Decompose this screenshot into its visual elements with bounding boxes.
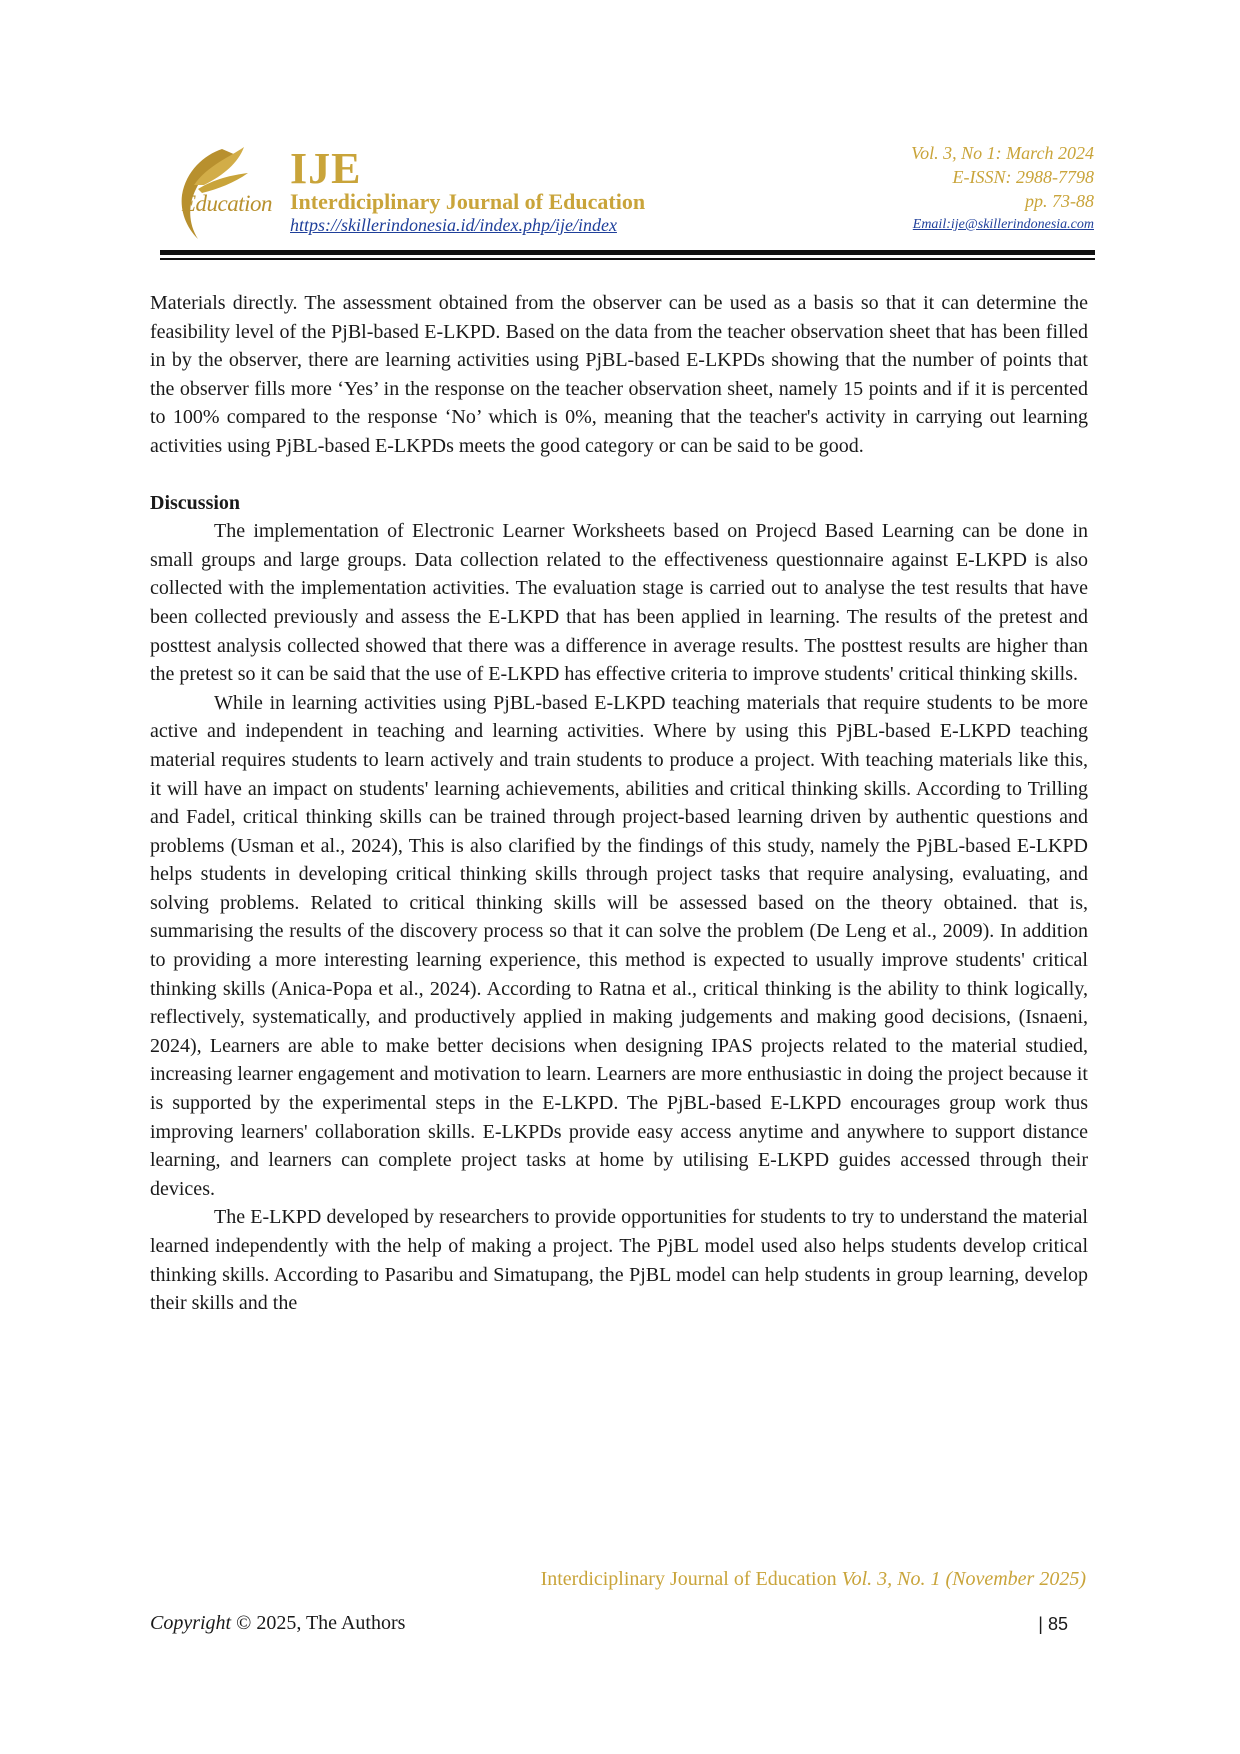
paragraph: While in learning activities using PjBL-based E-LKPD teaching materials that require students to be more active and independent in teaching and learning activities. Where by using this PjBL-based E-LKPD teaching material requires students to learn actively and train students to produce a project. With teaching materials like this, it will have an impact on students' learning achievements, abilities and critical thinking skills. According to Trilling and Fadel, critical thinking skills can be trained through project-based learning driven by authentic questions and problems (Usman et al., 2024), This is also clarified by the findings of this study, namely the PjBL-based E-LKPD helps students in developing critical thinking skills through project tasks that require analysing, evaluating, and solving problems. Related to critical thinking skills will be assessed based on the theory obtained. that is, summarising the results of the discovery process so that it can solve the problem (De Leng et al., 2009). In addition to providing a more interesting learning experience, this method is expected to usually improve students' critical thinking skills (Anica-Popa et al., 2024). According to Ratna et al., critical thinking is the ability to think logically, reflectively, systematically, and productively applied in making judgements and making good decisions, (Isnaeni, 2024), Learners are able to make better decisions when designing IPAS projects related to the material studied, increasing learner engagement and motivation to learn. Learners are more enthusiastic in doing the project because it is supported by the experimental steps in the E-LKPD. The PjBL-based E-LKPD encourages group work thus improving learners' collaboration skills. E-LKPDs provide easy access anytime and anywhere to support distance learning, and learners can complete project tasks at home by utilising E-LKPD guides accessed through their devices. — [150, 691, 1088, 1200]
footer-volume: Vol. 3, No. 1 (November 2025) — [841, 1568, 1086, 1590]
journal-abbreviation: IJE — [290, 144, 362, 193]
header-rule-thin — [160, 258, 1095, 260]
footer-journal-name: Interdiciplinary Journal of Education — [540, 1568, 837, 1590]
eissn-info: E-ISSN: 2988-7798 — [952, 167, 1094, 187]
journal-url-link[interactable]: https://skillerindonesia.id/index.php/ije/index — [290, 215, 617, 235]
paragraph: The implementation of Electronic Learner Worksheets based on Projecd Based Learning can be done in small groups and large groups. Data collection related to the effectiveness questionnaire against E-LKPD is also collected with the implementation activities. The evaluation stage is carried out to analyse the test results that have been collected previously and assess the E-LKPD that has been applied in learning. The results of the pretest and posttest analysis collected showed that there was a difference in average results. The posttest results are higher than the pretest so it can be said that the use of E-LKPD has effective criteria to improve students' critical thinking skills. — [150, 520, 1088, 686]
paragraph-intro: Materials directly. The assessment obtained from the observer can be used as a basis so that it can determine the feasibility level of the PjBl-based E-LKPD. Based on the data from the teacher observation sheet that has been filled in by the observer, there are learning activities using PjBL-based E-LKPDs showing that the number of points that the observer fills more ‘Yes’ in the response on the teacher observation sheet, namely 15 points and if it is percented to 100% compared to the response ‘No’ which is 0%, meaning that the teacher's activity in carrying out learning activities using PjBL-based E-LKPDs meets the good category or can be said to be good. — [150, 292, 1088, 457]
article-body — [150, 289, 1088, 1318]
journal-header — [150, 135, 1094, 255]
section-heading: Discussion — [150, 491, 241, 514]
page-number: | 85 — [1038, 1614, 1068, 1634]
volume-info: Vol. 3, No 1: March 2024 — [911, 143, 1094, 163]
paragraph: The E-LKPD developed by researchers to provide opportunities for students to try to understand the material learned independently with the help of making a project. The PjBL model used also helps students develop critical thinking skills. According to Pasaribu and Simatupang, the PjBL model can help students in group learning, develop their skills and the — [150, 1206, 1088, 1315]
footer-journal-info — [541, 1568, 1086, 1591]
issue-meta — [911, 141, 1094, 237]
email-link[interactable]: Email:ije@skillerindonesia.com — [912, 217, 1094, 232]
copyright-word: Copyright — [150, 1612, 232, 1634]
logo-text: Education — [182, 191, 273, 216]
copyright-notice — [150, 1612, 405, 1635]
page-range: pp. 73-88 — [1025, 191, 1094, 211]
copyright-text: © 2025, The Authors — [236, 1612, 406, 1634]
header-rule-thick — [160, 250, 1095, 255]
journal-name: Interdiciplinary Journal of Education — [290, 189, 646, 214]
